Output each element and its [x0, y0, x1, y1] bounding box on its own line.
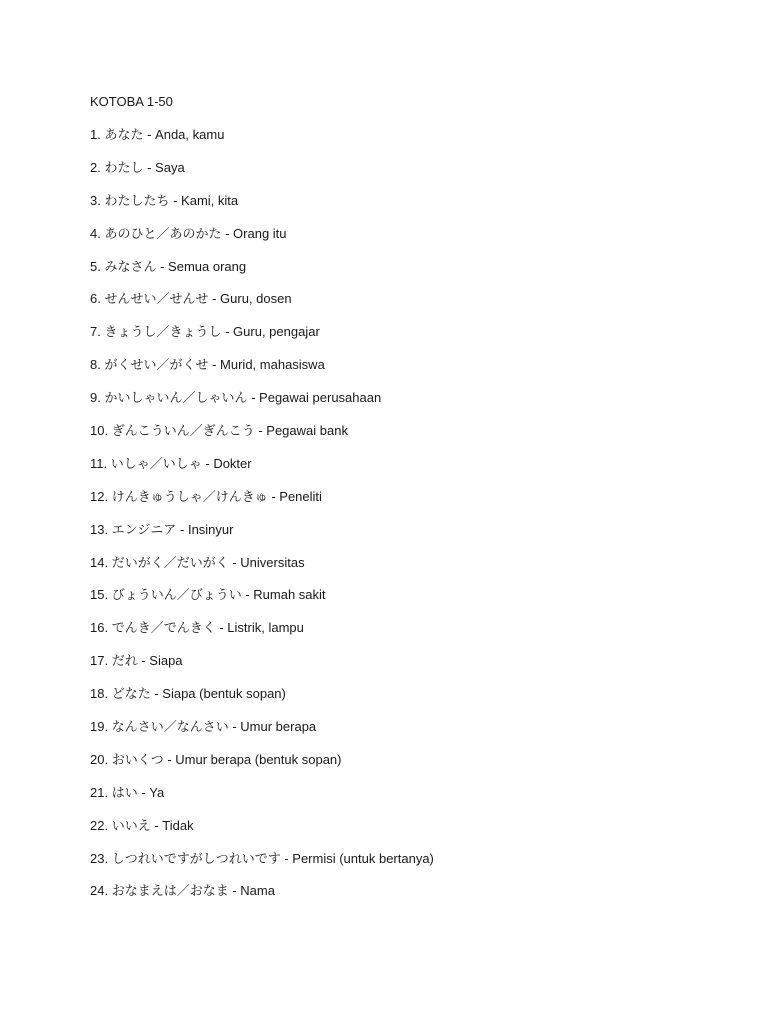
vocab-japanese: ぎんこういん／ぎんこう [111, 424, 255, 440]
vocab-japanese: あなた [104, 128, 144, 143]
vocab-japanese: でんき／でんきく [111, 621, 216, 637]
vocab-meaning: Guru, pengajar [233, 324, 320, 340]
vocab-meaning: Guru, dosen [220, 291, 292, 307]
vocab-meaning: Nama [240, 883, 275, 899]
vocab-item: 18. どなた - Siapa (bentuk sopan) [90, 686, 286, 703]
vocab-meaning: Pegawai perusahaan [259, 390, 382, 406]
vocab-item: 10. ぎんこういん／ぎんこう - Pegawai bank [90, 423, 348, 440]
vocab-item: 21. はい - Ya [90, 784, 165, 801]
vocab-meaning: Anda, kamu [155, 127, 225, 142]
vocab-item: 24. おなまえは／おなま - Nama [90, 883, 275, 900]
vocab-japanese: がくせい／がくせ [104, 358, 209, 374]
vocab-japanese: だれ [111, 654, 138, 670]
vocab-item: 8. がくせい／がくせ - Murid, mahasiswa [90, 357, 325, 374]
vocab-item: 12. けんきゅうしゃ／けんきゅ - Peneliti [90, 488, 322, 505]
vocab-number: 16. [90, 620, 109, 636]
vocab-number: 11. [90, 455, 108, 471]
vocab-number: 18. [90, 686, 109, 702]
vocab-number: 3. [90, 192, 101, 208]
vocab-japanese: わたし [104, 160, 144, 176]
vocab-japanese: あのひと／あのかた [104, 226, 222, 242]
vocab-item: 15. びょういん／びょうい - Rumah sakit [90, 587, 326, 604]
vocab-meaning: Peneliti [279, 488, 322, 504]
vocab-number: 8. [90, 357, 101, 373]
vocab-japanese: なんさい／なんさい [111, 720, 229, 736]
vocab-number: 2. [90, 159, 101, 175]
vocab-number: 13. [90, 521, 109, 537]
vocab-meaning: Siapa (bentuk sopan) [162, 686, 286, 702]
vocabulary-list [90, 127, 434, 916]
vocab-item: 6. せんせい／せんせ - Guru, dosen [90, 291, 292, 308]
vocab-item: 1. あなた - Anda, kamu [90, 127, 225, 143]
vocab-number: 5. [90, 258, 101, 274]
vocab-item: 5. みなさん - Semua orang [90, 258, 247, 275]
vocab-item: 2. わたし - Saya [90, 159, 185, 176]
vocab-number: 14. [90, 554, 109, 570]
vocab-item: 11. いしゃ／いしゃ - Dokter [90, 455, 252, 472]
vocab-meaning: Semua orang [168, 258, 247, 274]
vocab-meaning: Universitas [240, 554, 305, 570]
document-title: KOTOBA 1-50 [90, 94, 173, 109]
vocab-item: 19. なんさい／なんさい - Umur berapa [90, 719, 317, 736]
vocab-japanese: わたしたち [104, 193, 170, 209]
vocab-japanese: おなまえは／おなま [111, 884, 229, 900]
vocab-number: 20. [90, 751, 109, 767]
vocab-meaning: Kami, kita [181, 192, 239, 208]
vocab-japanese: しつれいですがしつれいです [111, 851, 281, 867]
vocab-meaning: Insinyur [187, 521, 234, 537]
vocab-number: 19. [90, 719, 109, 735]
vocab-japanese: せんせい／せんせ [104, 292, 209, 308]
vocab-item: 7. きょうし／きょうし - Guru, pengajar [90, 324, 320, 341]
vocab-number: 23. [90, 850, 109, 866]
vocab-item: 4. あのひと／あのかた - Orang itu [90, 225, 287, 242]
vocab-meaning: Listrik, lampu [227, 620, 304, 636]
vocab-japanese: けんきゅうしゃ／けんきゅ [111, 489, 268, 505]
vocab-meaning: Ya [149, 784, 165, 800]
vocab-meaning: Murid, mahasiswa [220, 357, 325, 373]
vocab-number: 22. [90, 817, 109, 833]
vocab-meaning: Permisi (untuk bertanya) [292, 850, 434, 866]
vocab-item: 9. かいしゃいん／しゃいん - Pegawai perusahaan [90, 390, 382, 407]
vocab-meaning: Pegawai bank [266, 423, 348, 439]
vocab-number: 1. [90, 127, 101, 142]
vocab-japanese: いいえ [111, 818, 151, 834]
vocab-number: 10. [90, 423, 109, 439]
vocab-japanese: はい [111, 785, 138, 801]
vocab-number: 17. [90, 653, 109, 669]
vocab-item: 17. だれ - Siapa [90, 653, 183, 670]
vocab-japanese: おいくつ [111, 752, 164, 768]
vocab-meaning: Siapa [149, 653, 183, 669]
vocab-japanese: エンジニア [111, 522, 177, 538]
vocab-number: 4. [90, 225, 101, 241]
vocab-meaning: Orang itu [233, 225, 287, 241]
vocab-meaning: Saya [155, 159, 185, 175]
vocab-number: 6. [90, 291, 101, 307]
vocab-number: 12. [90, 488, 109, 504]
vocab-item: 13. エンジニア - Insinyur [90, 521, 234, 538]
vocab-meaning: Tidak [162, 817, 194, 833]
vocab-item: 16. でんき／でんきく - Listrik, lampu [90, 620, 304, 637]
vocab-number: 7. [90, 324, 101, 340]
vocab-item: 20. おいくつ - Umur berapa (bentuk sopan) [90, 751, 342, 768]
vocab-number: 9. [90, 390, 101, 406]
vocab-japanese: いしゃ／いしゃ [110, 456, 202, 472]
vocab-meaning: Dokter [213, 455, 252, 471]
vocab-meaning: Umur berapa [240, 719, 317, 735]
vocab-item: 3. わたしたち - Kami, kita [90, 192, 239, 209]
vocab-japanese: どなた [111, 687, 151, 703]
vocab-japanese: びょういん／びょうい [111, 588, 242, 604]
vocab-item: 22. いいえ - Tidak [90, 817, 194, 834]
vocab-meaning: Umur berapa (bentuk sopan) [175, 751, 342, 767]
vocab-meaning: Rumah sakit [253, 587, 326, 603]
vocab-number: 24. [90, 883, 109, 899]
vocab-japanese: かいしゃいん／しゃいん [104, 391, 248, 407]
vocab-japanese: きょうし／きょうし [104, 325, 222, 341]
vocab-japanese: みなさん [104, 259, 157, 275]
vocab-japanese: だいがく／だいがく [111, 555, 229, 571]
vocab-number: 21. [90, 784, 109, 800]
vocab-item: 14. だいがく／だいがく - Universitas [90, 554, 305, 571]
vocab-number: 15. [90, 587, 109, 603]
vocab-item: 23. しつれいですがしつれいです - Permisi (untuk bertanya) [90, 850, 434, 867]
